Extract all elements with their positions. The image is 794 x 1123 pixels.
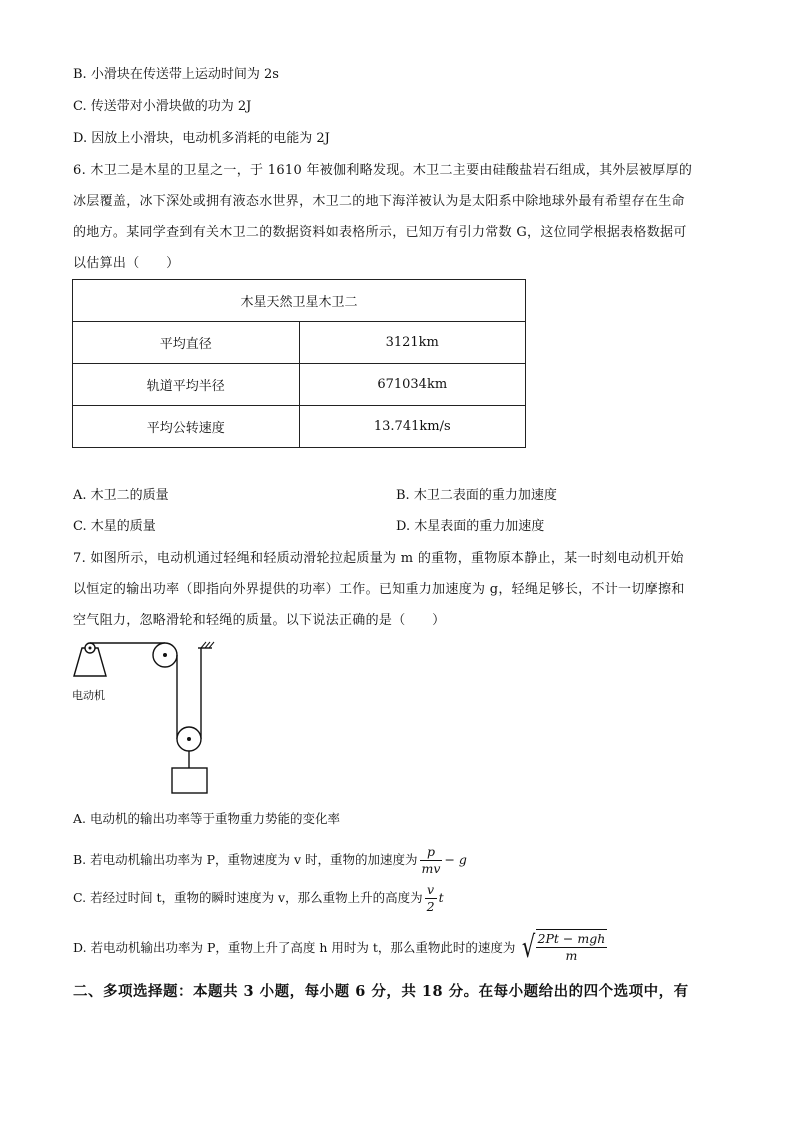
fraction-numerator: v <box>425 882 437 899</box>
fraction-numerator: p <box>420 844 443 861</box>
q7-option-c-fraction <box>425 882 437 915</box>
q7-stem-line2: 以恒定的输出功率（即指向外界提供的功率）工作。已知重力加速度为 g，轻绳足够长，不计一切摩擦和 <box>73 582 685 597</box>
weight-block <box>172 768 207 793</box>
q7-option-b <box>73 840 467 880</box>
fraction-denominator: mv <box>421 860 441 876</box>
q6-option-b: B. 木卫二表面的重力加速度 <box>396 488 557 503</box>
q7-option-d <box>73 926 607 970</box>
prev-option-b: B. 小滑块在传送带上运动时间为 2s <box>73 67 279 82</box>
q6-stem-line3: 的地方。某同学查到有关木卫二的数据资料如表格所示，已知万有引力常数 G，这位同学根据表格数据可 <box>73 225 687 240</box>
fixed-pulley-icon <box>153 643 177 667</box>
radical-sign-icon: √ <box>522 930 536 965</box>
section-heading: 二、多项选择题：本题共 3 小题，每小题 6 分，共 18 分。在每小题给出的四个选项中，有 <box>73 983 689 1000</box>
q6-option-d: D. 木星表面的重力加速度 <box>396 519 545 534</box>
prev-option-c: C. 传送带对小滑块做的功为 2J <box>73 99 252 114</box>
q6-stem-line2: 冰层覆盖，冰下深处或拥有液态水世界，木卫二的地下海洋被认为是太阳系中除地球外最有希望存在生命 <box>73 194 685 209</box>
ceiling-anchor-icon <box>198 642 214 648</box>
q7-stem-line3: 空气阻力，忽略滑轮和轻绳的质量。以下说法正确的是（ ） <box>73 613 446 628</box>
table-cell-value: 671034km <box>299 364 526 406</box>
prev-option-d: D. 因放上小滑块，电动机多消耗的电能为 2J <box>73 131 330 146</box>
table-row <box>73 364 526 406</box>
q7-option-c <box>73 878 444 918</box>
fraction-denominator: m <box>565 948 578 963</box>
q7-option-b-fraction <box>420 844 443 877</box>
pulley-motor-figure <box>68 636 228 798</box>
europa-data-table <box>72 279 526 448</box>
q7-option-d-text: D. 若电动机输出功率为 P，重物上升了高度 h 用时为 t，那么重物此时的速度为 <box>73 940 516 955</box>
motor-icon <box>74 643 106 676</box>
table-row <box>73 406 526 448</box>
fraction-numerator: 2Pt − mgh <box>537 931 606 946</box>
table-row <box>73 322 526 364</box>
table-header-row <box>73 280 526 322</box>
q7-option-c-text: C. 若经过时间 t，重物的瞬时速度为 v，那么重物上升的高度为 <box>73 890 423 905</box>
q7-option-c-tail: t <box>438 890 444 905</box>
fraction-denominator: 2 <box>426 898 435 914</box>
table-title: 木星天然卫星木卫二 <box>73 280 526 322</box>
q7-option-b-text: B. 若电动机输出功率为 P，重物速度为 v 时，重物的加速度为 <box>73 852 418 867</box>
table-cell-label: 轨道平均半径 <box>73 364 300 406</box>
q6-stem-line4: 以估算出（ ） <box>73 256 180 271</box>
q6-stem-line1: 6. 木卫二是木星的卫星之一，于 1610 年被伽利略发现。木卫二主要由硅酸盐岩石组成，其外层被厚厚的 <box>73 163 693 178</box>
q7-stem-line1: 7. 如图所示，电动机通过轻绳和轻质动滑轮拉起质量为 m 的重物，重物原本静止，某一时刻电动机开始 <box>73 551 684 566</box>
q7-option-a: A. 电动机的输出功率等于重物重力势能的变化率 <box>73 811 340 826</box>
q7-option-b-tail: − g <box>444 852 467 867</box>
motor-label: 电动机 <box>72 689 105 702</box>
table-cell-value: 3121km <box>299 322 526 364</box>
q6-option-a: A. 木卫二的质量 <box>73 488 169 503</box>
table-cell-label: 平均直径 <box>73 322 300 364</box>
q7-option-d-fraction <box>536 931 608 964</box>
q6-option-c: C. 木星的质量 <box>73 519 156 534</box>
table-cell-value: 13.741km/s <box>299 406 526 448</box>
movable-pulley-icon <box>177 727 201 751</box>
table-cell-label: 平均公转速度 <box>73 406 300 448</box>
q7-option-d-sqrt <box>519 929 607 967</box>
